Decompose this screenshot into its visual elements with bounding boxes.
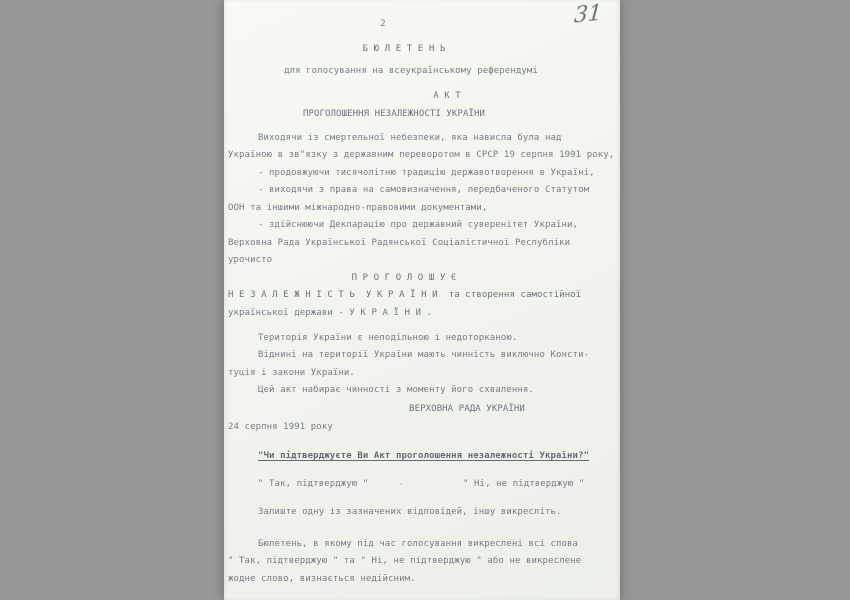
paragraph-line: Цей акт набирає чинності з моменту його схвалення. xyxy=(258,385,534,395)
ballot-title: Б Ю Л Е Т Е Н Ь xyxy=(362,44,446,54)
instruction-line: Залиште одну із зазначених відповідей, іншу викресліть. xyxy=(258,506,562,517)
independence-line: Н Е З А Л Е Ж Н І С Т Ь У К Р А Ї Н И та створення самостійної xyxy=(228,290,582,300)
answer-options-row xyxy=(228,476,612,494)
date-line: 24 серпня 1991 року xyxy=(228,421,333,432)
paragraph-line: - продовжуючи тисячолітню традицію державотворення в Україні, xyxy=(258,167,595,178)
paragraph-line: - здійснюючи Декларацію про державний суверенітет України, xyxy=(258,220,579,230)
paragraph-line: - виходячи з права на самовизначення, передбаченого Статутом xyxy=(258,185,590,195)
typed-text-column xyxy=(228,16,615,588)
paragraph-line: туція і закони України. xyxy=(228,367,355,378)
answer-separator: - xyxy=(398,478,404,489)
ballot-page xyxy=(224,0,620,600)
independence-line: української держави - У К Р А Ї Н И . xyxy=(228,307,433,318)
paragraph-line: ООН та іншими міжнародно-правовими документами, xyxy=(228,202,488,213)
proclaims-heading: П Р О Г О Л О Ш У Є xyxy=(351,272,457,283)
answer-no: " Ні, не підтверджую " xyxy=(463,478,585,489)
answer-yes: " Так, підтверджую " xyxy=(258,478,369,489)
folio-number-handwritten: 31 xyxy=(573,0,603,29)
paragraph-line: Віднині на території України мають чинність виключно Консти- xyxy=(258,350,590,360)
act-title: А К Т xyxy=(433,91,461,101)
paragraph-line: Територія України є неподільною і недоторканою. xyxy=(258,332,518,343)
validity-line: Бюлетень, в якому під час голосування викреслені всі слова xyxy=(258,538,579,549)
validity-line: жодне слово, визнається недійсним. xyxy=(228,573,416,584)
page-number: 2 xyxy=(380,19,386,29)
validity-line: " Так, підтверджую " та " Ні, не підтверджую " або не викреслене xyxy=(228,556,582,566)
paragraph-line: Україною в зв"язку з державним переворотом в СРСР 19 серпня 1991 року, xyxy=(228,150,615,160)
ballot-subtitle: для голосування на всеукраїнському референдумі xyxy=(284,66,538,76)
paragraph-line: Виходячи із смертельної небезпеки, яка нависла була над xyxy=(258,132,562,143)
paragraph-line: урочисто xyxy=(228,255,273,265)
act-heading: ПРОГОЛОШЕННЯ НЕЗАЛЕЖНОСТІ УКРАЇНИ xyxy=(302,108,486,119)
referendum-question: "Чи підтверджуєте Ви Акт проголошення незалежності України?" xyxy=(258,450,590,461)
verkhovna-rada-signature: ВЕРХОВНА РАДА УКРАЇНИ xyxy=(409,404,525,414)
paragraph-line: Верховна Рада Української Радянської Соціалістичної Республіки xyxy=(228,237,571,248)
